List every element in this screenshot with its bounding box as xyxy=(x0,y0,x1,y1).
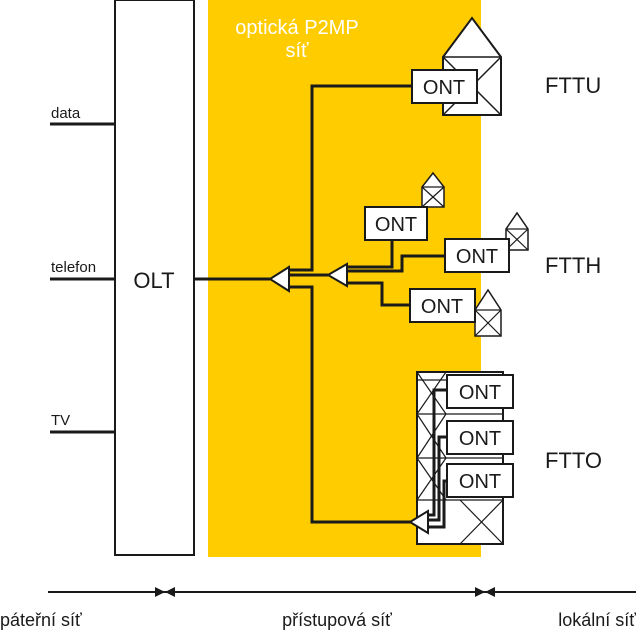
ont-fttu-label: ONT xyxy=(422,77,466,99)
ont-ftto-1-label: ONT xyxy=(458,382,502,404)
segment-label-access: přístupová síť xyxy=(282,610,392,630)
ont-ftth-2-label: ONT xyxy=(455,246,499,268)
olt-label: OLT xyxy=(133,268,175,293)
input-label-data: data xyxy=(51,105,81,122)
ont-ftth-1-label: ONT xyxy=(374,214,418,236)
group-label-fttu: FTTU xyxy=(545,73,602,98)
segment-label-local: lokální síť xyxy=(558,610,636,630)
network-title-line1: optická P2MP xyxy=(235,17,359,39)
segment-label-backbone: páteřní síť xyxy=(0,610,82,630)
scale-marker-right-icon xyxy=(475,587,495,597)
scale-marker-left-icon xyxy=(155,587,175,597)
group-label-ftth: FTTH xyxy=(545,253,602,278)
ont-ftto-3-label: ONT xyxy=(458,471,502,493)
ont-ftth-3-label: ONT xyxy=(420,296,464,318)
ont-ftto-2-label: ONT xyxy=(458,428,502,450)
group-label-ftto: FTTO xyxy=(545,448,603,473)
input-label-tv: TV xyxy=(51,412,71,429)
network-title-line2: síť xyxy=(285,40,309,62)
input-label-telefon: telefon xyxy=(51,259,97,276)
